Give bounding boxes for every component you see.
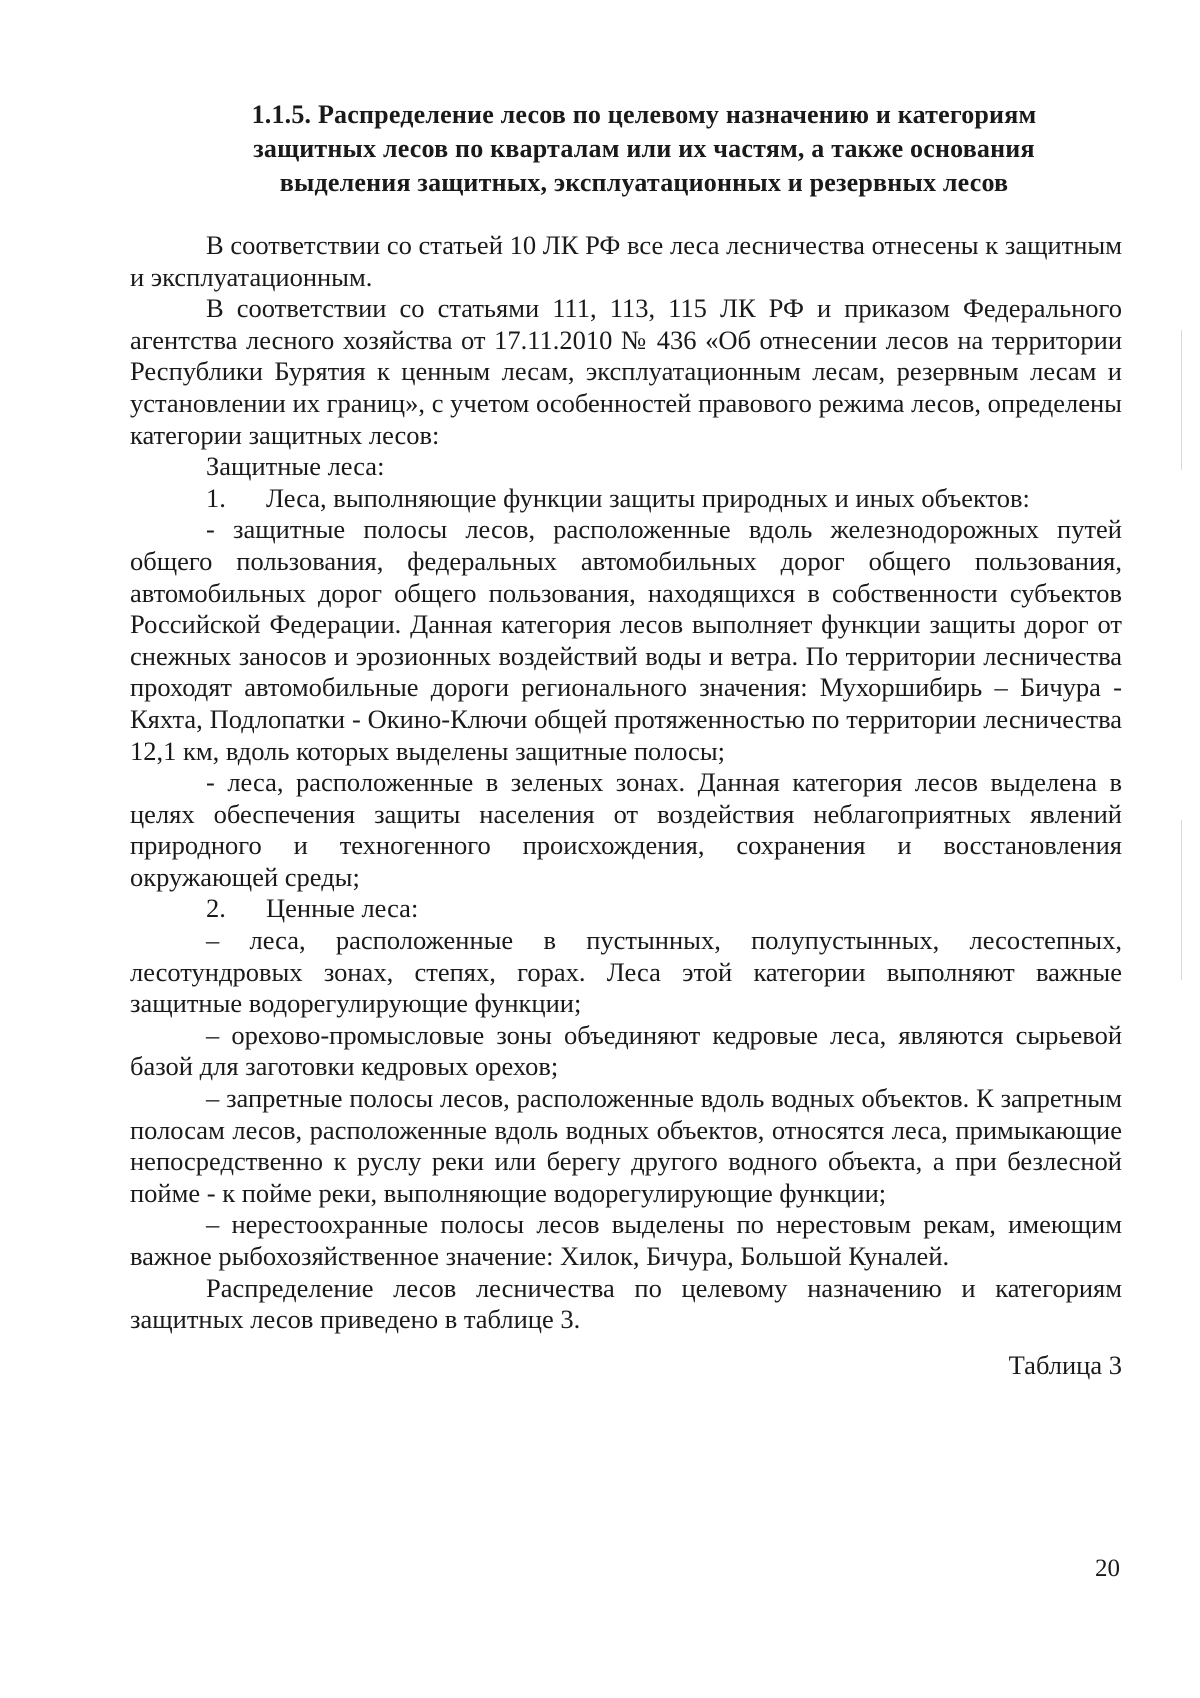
scan-edge-mark bbox=[1181, 330, 1182, 470]
paragraph: В соответствии со статьями 111, 113, 115 ЛК РФ и приказом Федерального агентства лесного хозяйства от 17.11.2010 № 436 «Об отнесении лесов на территории Республики Бурятия к ценным лесам, эксплуатационным лесам, резервным лесам и установлении их границ», с учетом особенностей правового режима лесов, определены категории защитных лесов: bbox=[130, 293, 1122, 450]
table-caption: Таблица 3 bbox=[1008, 1349, 1122, 1380]
paragraph: - защитные полосы лесов, расположенные вдоль железнодорожных путей общего пользования, федеральных автомобильных дорог общего пользования, автомобильных дорог общего пользования, находящихся в собственности субъектов Российской Федерации. Данная категория лесов выполняет функции защиты дорог от снежных заносов и эрозионных воздействий воды и ветра. По территории лесничества проходят автомобильные дороги регионального значения: Мухоршибирь – Бичура - Кяхта, Подлопатки - Окино-Ключи общей протяженностью по территории лесничества 12,1 км, вдоль которых выделены защитные полосы; bbox=[130, 514, 1122, 766]
numbered-item bbox=[130, 483, 1122, 515]
paragraph: – запретные полосы лесов, расположенные вдоль водных объектов. К запретным полосам лесов, расположенные вдоль водных объектов, относятся леса, примыкающие непосредственно к руслу реки или берегу другого водного объекта, а при безлесной пойме - к пойме реки, выполняющие водорегулирующие функции; bbox=[130, 1083, 1122, 1208]
paragraph: – нерестоохранные полосы лесов выделены по нерестовым рекам, имеющим важное рыбохозяйственное значение: Хилок, Бичура, Большой Куналей. bbox=[130, 1209, 1122, 1271]
scan-edge-mark bbox=[1181, 820, 1182, 980]
title-line: защитных лесов по кварталам или их частям, а также основания bbox=[253, 134, 1035, 163]
paragraph: – орехово-промысловые зоны объединяют кедровые леса, являются сырьевой базой для заготовки кедровых орехов; bbox=[130, 1019, 1122, 1082]
page-number: 20 bbox=[1095, 1555, 1120, 1582]
paragraph: – леса, расположенные в пустынных, полупустынных, лесостепных, лесотундровых зонах, степях, горах. Леса этой категории выполняют важные защитные водорегулирующие функции; bbox=[130, 925, 1122, 1019]
item-number: 2. bbox=[206, 893, 226, 924]
paragraph: В соответствии со статьей 10 ЛК РФ все леса лесничества отнесены к защитным и эксплуатационным. bbox=[130, 230, 1122, 292]
title-line: 1.1.5. Распределение лесов по целевому назначению и категориям bbox=[251, 100, 1037, 129]
document-page bbox=[130, 98, 1122, 1381]
section-title bbox=[166, 98, 1122, 200]
item-number: 1. bbox=[206, 482, 226, 513]
numbered-item bbox=[130, 893, 1122, 925]
paragraph: Защитные леса: bbox=[206, 451, 385, 482]
item-text: Ценные леса: bbox=[266, 893, 419, 924]
paragraph: - леса, расположенные в зеленых зонах. Данная категория лесов выделена в целях обеспечения защиты населения от воздействия неблагоприятных явлений природного и техногенного происхождения, сохранения и восстановления окружающей среды; bbox=[130, 767, 1122, 892]
title-line: выделения защитных, эксплуатационных и резервных лесов bbox=[279, 168, 1009, 197]
paragraph: Распределение лесов лесничества по целевому назначению и категориям защитных лесов приведено в таблице 3. bbox=[130, 1272, 1122, 1335]
item-text: Леса, выполняющие функции защиты природных и иных объектов: bbox=[266, 482, 1030, 513]
